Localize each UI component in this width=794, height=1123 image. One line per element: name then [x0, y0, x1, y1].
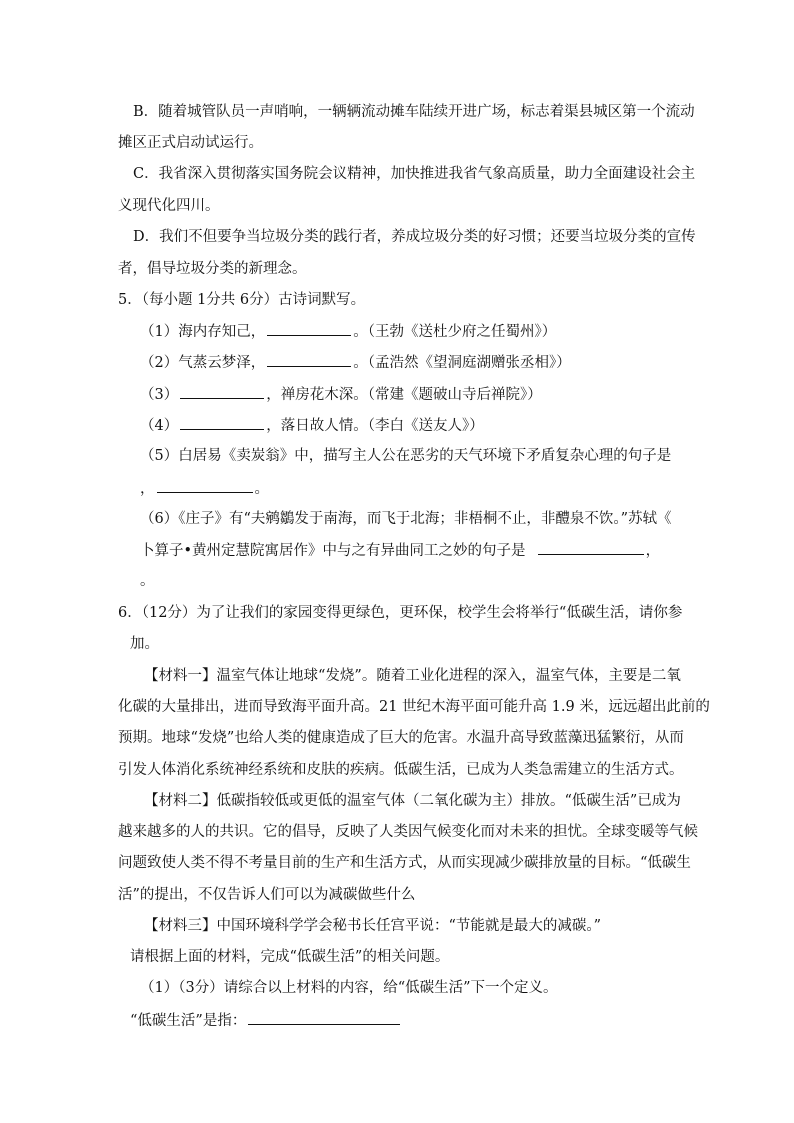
material-3: 【材料三】中国环境科学学会秘书长任宫平说：“节能就是最大的减碳。” [144, 918, 602, 934]
q5-item-6-line2 [140, 540, 660, 561]
option-b-line1: B．随着城管队员一声哨响，一辆辆流动摊车陆续开进广场，标志着渠县城区第一个流动 [133, 104, 695, 120]
q6-sub-question-1: （1）（3分）请综合以上材料的内容，给“低碳生活”下一个定义。 [140, 980, 558, 996]
q5-item-5-blank[interactable] [157, 478, 253, 493]
question-6-stem-line2: 加。 [130, 636, 159, 652]
answer-label: “低碳生活”是指： [130, 1013, 247, 1029]
q6-answer-line [130, 1010, 402, 1031]
q5-item-2 [140, 352, 571, 373]
q5-item-2-blank[interactable] [267, 352, 351, 367]
material-1-line1: 【材料一】温室气体让地球“发烧”。随着工业化进程的深入，温室气体，主要是二氧 [144, 668, 681, 684]
q5-item-2-pre: （2）气蒸云梦泽， [140, 355, 266, 371]
material-1-line2: 化碳的大量排出，进而导致海平面升高。21 世纪木海平面可能升高 1.9 米，远远超出此前的 [118, 699, 710, 715]
q5-item-6-blank[interactable] [538, 540, 644, 555]
q5-item-2-post: 。（孟浩然《望洞庭湖赠张丞相》） [353, 355, 571, 371]
q5-item-3-post: ，禅房花木深。（常建《题破山寺后禅院》） [266, 387, 542, 403]
q5-item-5-line1: （5）白居易《卖炭翁》中，描写主人公在恶劣的天气环境下矛盾复杂心理的句子是 [140, 448, 672, 464]
q5-item-4-blank[interactable] [180, 415, 264, 430]
q5-item-3-pre: （3） [140, 387, 179, 403]
q5-item-6-pre: 卜算子•黄州定慧院寓居作》中与之有异曲同工之妙的句子是 [140, 543, 526, 559]
q5-item-6-line3: 。 [140, 573, 155, 589]
option-c-line2: 义现代化四川。 [118, 198, 220, 214]
q5-item-5-line2 [140, 478, 269, 499]
question-6-stem-line1: 6．（12分）为了让我们的家园变得更绿色，更环保，校学生会将举行“低碳生活，请你参 [118, 605, 683, 621]
material-1-line4: 引发人体消化系统神经系统和皮肤的疾病。低碳生活，已成为人类急需建立的生活方式。 [118, 762, 684, 778]
material-2-line1: 【材料二】低碳指较低或更低的温室气体（二氧化碳为主）排放。“低碳生活”已成为 [144, 793, 681, 809]
option-c-line1: C．我省深入贯彻落实国务院会议精神，加快推进我省气象高质量，助力全面建设社会主 [133, 166, 696, 182]
q5-item-6-line1: （6）《庄子》有“夫鹓鶵发于南海，而飞于北海；非梧桐不止，非醴泉不饮。”苏轼《 [140, 511, 672, 527]
q5-item-1 [140, 321, 556, 342]
q5-item-5-post: 。 [254, 481, 269, 497]
option-d-line2: 者，倡导垃圾分类的新理念。 [118, 261, 307, 277]
q6-instruction: 请根据上面的材料，完成“低碳生活”的相关问题。 [130, 949, 450, 965]
q5-item-6-post: ， [645, 543, 661, 559]
q5-item-4-pre: （4） [140, 418, 179, 434]
q5-item-5-pre: ， [140, 481, 155, 497]
option-b-line2: 摊区正式启动试运行。 [118, 135, 263, 151]
material-2-line2: 越来越多的人的共识。它的倡导，反映了人类因气候变化而对未来的担忧。全球变暖等气候 [118, 824, 698, 840]
material-2-line4: 活”的提出，不仅告诉人们可以为减碳做些什么 [118, 887, 416, 903]
q5-item-4 [140, 415, 484, 436]
q5-item-1-pre: （1）海内存知己， [140, 324, 266, 340]
material-2-line3: 问题致使人类不得不考量目前的生产和生活方式，从而实现减少碳排放量的目标。“低碳生 [118, 855, 691, 871]
material-1-line3: 预期。地球“发烧”也给人类的健康造成了巨大的危害。水温升高导致蓝藻迅猛繁衍，从而 [118, 730, 684, 746]
q5-item-1-post: 。（王勃《送杜少府之任蜀州》） [353, 324, 557, 340]
option-d-line1: D．我们不但要争当垃圾分类的践行者，养成垃圾分类的好习惯；还要当垃圾分类的宣传 [133, 229, 696, 245]
q5-item-4-post: ，落日故人情。（李白《送友人》） [266, 418, 484, 434]
answer-blank[interactable] [248, 1010, 400, 1025]
question-5-stem: 5．（每小题 1分共 6分）古诗词默写。 [118, 292, 366, 308]
q5-item-3-blank[interactable] [180, 384, 264, 399]
q5-item-1-blank[interactable] [267, 321, 351, 336]
q5-item-3 [140, 384, 542, 405]
